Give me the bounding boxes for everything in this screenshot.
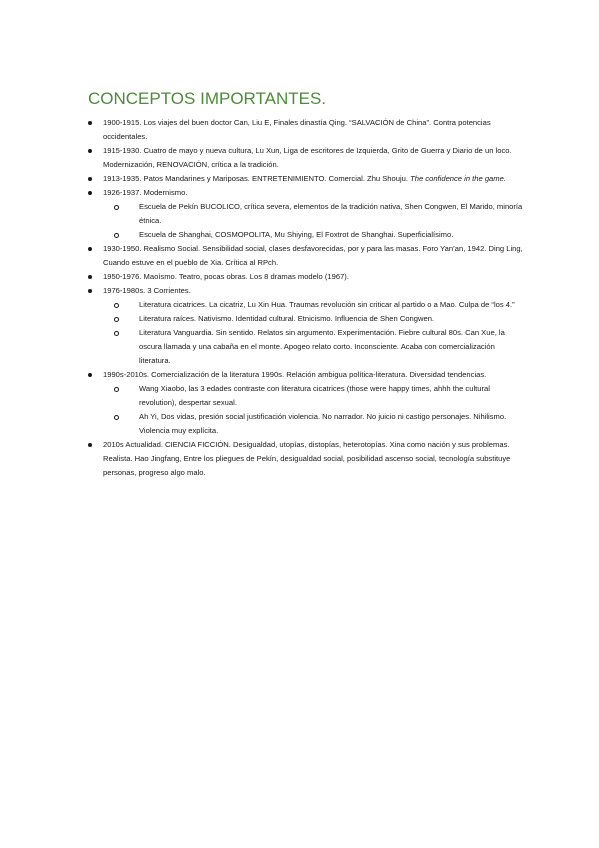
- list-item: [88, 438, 528, 480]
- sub-list-item-text: Literatura raíces. Nativismo. Identidad cultural. Etnicismo. Influencia de Shen Congwen.: [139, 314, 435, 323]
- bullet-icon: [88, 177, 92, 181]
- list-item-text: 1913-1935. Patos Mandarines y Mariposas. ENTRETENIMIENTO. Comercial. Zhu Shouju.: [103, 174, 411, 183]
- sub-list-item-text: Escuela de Pekín BUCOLICO, crítica severa, elementos de la tradición nativa, Shen Congwen, El Marido, minoría étnica.: [139, 202, 523, 225]
- list-item-text: 1915-1930. Cuatro de mayo y nueva cultura, Lu Xun, Liga de escritores de Izquierda, Grito de Guerra y Diario de un loco. Modernización, RENOVACIÓN, crítica a la tradición.: [103, 146, 512, 169]
- bullet-icon: [88, 247, 92, 251]
- page-title: CONCEPTOS IMPORTANTES.: [88, 89, 327, 108]
- list-item-text: 1926-1937. Modernismo.: [103, 188, 188, 197]
- list-item-text: 1930-1950. Realismo Social. Sensibilidad social, clases desfavorecidas, por y para las masas. Foro Yan’an, 1942. Ding Ling, Cuando estuve en el pueblo de Xia. Crítica al RPch.: [103, 244, 523, 267]
- list-item-text: 1900-1915. Los viajes del buen doctor Can, Liu E, Finales dinastía Qing. “SALVACIÓN de China”. Contra potencias occidentales.: [103, 118, 491, 141]
- list-item: [88, 144, 528, 172]
- sub-list-item: [114, 382, 528, 410]
- sub-list-item: [114, 298, 528, 312]
- list-item: [88, 242, 528, 270]
- concept-list: [88, 116, 528, 480]
- list-item-text: 2010s Actualidad. CIENCIA FICCIÓN. Desigualdad, utopías, distopías, heterotopías. Xina como nación y sus problemas. Realista. Hao Jingfang, Entre los pliegues de Pekín, desigualdad social, posibilidad ascenso social, tecnología substituye personas, progreso algo malo.: [103, 440, 511, 477]
- list-item-text: 1976-1980s. 3 Corrientes.: [103, 286, 191, 295]
- list-item: [88, 116, 528, 144]
- bullet-icon: [88, 373, 92, 377]
- circle-bullet-icon: [114, 387, 119, 392]
- sub-list-item: [114, 228, 528, 242]
- list-item-italic-text: The confidence in the game.: [410, 174, 506, 183]
- circle-bullet-icon: [114, 415, 119, 420]
- list-item: [88, 270, 528, 284]
- sub-list-item-text: Literatura cicatrices. La cicatriz, Lu Xin Hua. Traumas revolución sin criticar al partido o a Mao. Culpa de “los 4.”: [139, 300, 515, 309]
- sub-list-item: [114, 312, 528, 326]
- sub-list-item: [114, 326, 528, 368]
- circle-bullet-icon: [114, 317, 119, 322]
- circle-bullet-icon: [114, 233, 119, 238]
- bullet-icon: [88, 149, 92, 153]
- bullet-icon: [88, 191, 92, 195]
- list-item: [88, 284, 528, 298]
- list-item: [88, 172, 528, 186]
- bullet-icon: [88, 275, 92, 279]
- sub-list-item-text: Ah Yi, Dos vidas, presión social justificación violencia. No narrador. No juicio ni castigo personajes. Nihilismo. Violencia muy explícita.: [139, 412, 507, 435]
- list-item: [88, 186, 528, 200]
- circle-bullet-icon: [114, 205, 119, 210]
- sub-list-item-text: Literatura Vanguardia. Sin sentido. Relatos sin argumento. Experimentación. Fiebre cultural 80s. Can Xue, la oscura llamada y una cabaña en el monte. Apogeo relato corto. Inconsciente. Acaba con comercialización literatura.: [139, 328, 505, 365]
- bullet-icon: [88, 289, 92, 293]
- sub-list-item-text: Escuela de Shanghai, COSMOPOLITA, Mu Shiying, El Foxtrot de Shanghai. Superficialísimo.: [139, 230, 454, 239]
- sub-list-item: [114, 200, 528, 228]
- circle-bullet-icon: [114, 303, 119, 308]
- circle-bullet-icon: [114, 331, 119, 336]
- list-item-text: 1990s-2010s. Comercialización de la literatura 1990s. Relación ambigua política-literatura. Diversidad tendencias.: [103, 370, 487, 379]
- sub-list-item: [114, 410, 528, 438]
- sub-list-item-text: Wang Xiaobo, las 3 edades contraste con literatura cicatrices (those were happy times, ahhh the cultural revolution), despertar sexual.: [139, 384, 490, 407]
- list-item-text: 1950-1976. Maoísmo. Teatro, pocas obras. Los 8 dramas modelo (1967).: [103, 272, 349, 281]
- list-item: [88, 368, 528, 382]
- bullet-icon: [88, 121, 92, 125]
- bullet-icon: [88, 443, 92, 447]
